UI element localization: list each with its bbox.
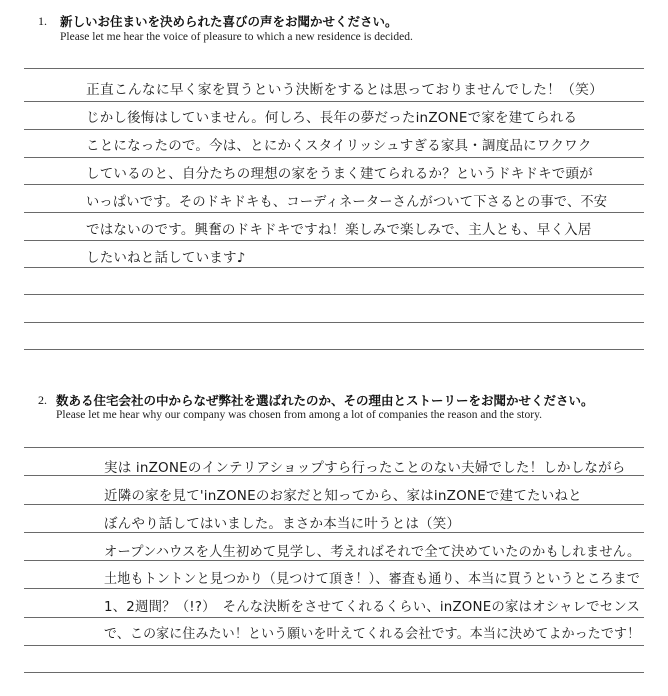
ruled-line (24, 101, 644, 102)
ruled-line (24, 532, 644, 533)
ruled-line (24, 240, 644, 241)
ruled-line (24, 212, 644, 213)
answer-2-line: で、この家に住みたい！という願いを叶えてくれる会社です。本当に決めてよかったです！ (104, 626, 641, 642)
ruled-line (24, 129, 644, 130)
ruled-line (24, 617, 644, 618)
question-1-title-ja: 新しいお住まいを決められた喜びの声をお聞かせください。 (60, 14, 398, 29)
question-2-number: 2. (38, 393, 47, 407)
ruled-line (24, 322, 644, 323)
answer-1-line: したいねと話しています♪ (86, 250, 246, 266)
answer-1-line: いっぱいです。そのドキドキも、コーディネーターさんがついて下さるとの事で、不安 (86, 194, 608, 210)
answer-1-line: ことになったので。今は、とにかくスタイリッシュすぎる家具・調度品にワクワク (86, 138, 592, 154)
answer-2-line: 実は inZONEのインテリアショップすら行ったことのない夫婦でした！しかしながら (104, 460, 626, 476)
answer-1-line: ではないのです。興奮のドキドキですね！楽しみで楽しみで、主人とも、早く入居 (86, 222, 592, 238)
ruled-line (24, 588, 644, 589)
ruled-line (24, 267, 644, 268)
question-2-title-en: Please let me hear why our company was chosen from among a lot of companies the reason and the story. (56, 409, 542, 421)
ruled-line (24, 504, 644, 505)
answer-2-line: 土地もトントンと見つかり（見つけて頂き！）、審査も通り、本当に買うというところまで (104, 571, 641, 587)
ruled-line (24, 672, 644, 673)
answer-1-line: じかし後悔はしていません。何しろ、長年の夢だったinZONEで家を建てられる (86, 110, 578, 126)
ruled-line (24, 560, 644, 561)
answer-2-line: 近隣の家を見て'inZONEのお家だと知ってから、家はinZONEで建てたいねと (104, 488, 582, 504)
answer-2-line: 1、2週間？（!?） そんな決断をさせてくれるくらい、inZONEの家はオシャレでセンス (104, 599, 641, 615)
ruled-line (24, 68, 644, 69)
answer-1-line: 正直こんなに早く家を買うという決断をするとは思っておりませんでした！（笑） (86, 82, 604, 98)
question-2-title-ja: 数ある住宅会社の中からなぜ弊社を選ばれたのか、その理由とストーリーをお聞かせください。 (56, 393, 594, 408)
ruled-line (24, 184, 644, 185)
ruled-line (24, 645, 644, 646)
question-1-title-en: Please let me hear the voice of pleasure to which a new residence is decided. (60, 31, 413, 43)
answer-2-line: ぼんやり話してはいました。まさか本当に叶うとは（笑） (104, 516, 461, 532)
ruled-line (24, 349, 644, 350)
question-1-number: 1. (38, 14, 47, 28)
ruled-line (24, 294, 644, 295)
answer-2-line: オープンハウスを人生初めて見学し、考えればそれで全て決めていたのかもしれません。 (104, 544, 641, 560)
ruled-line (24, 447, 644, 448)
ruled-line (24, 157, 644, 158)
answer-1-line: しているのと、自分たちの理想の家をうまく建てられるか？というドキドキで頭が (86, 166, 593, 182)
